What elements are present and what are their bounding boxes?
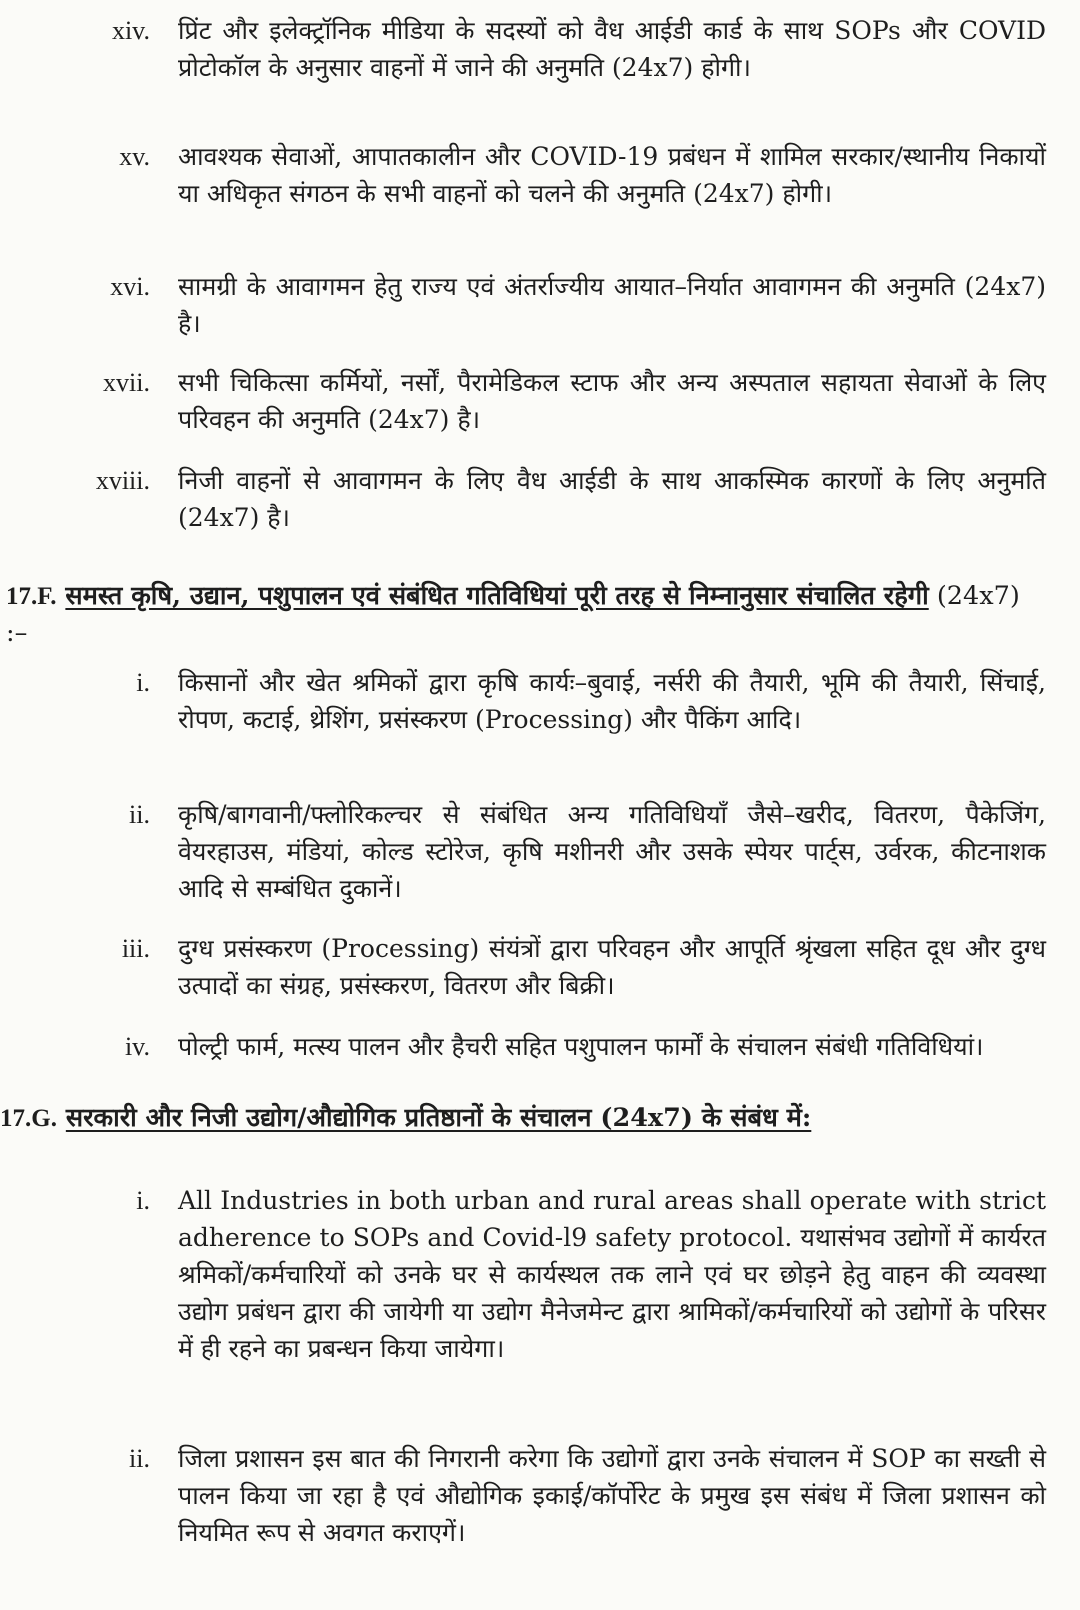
item-number: xvii. bbox=[103, 368, 150, 397]
item-text: सामग्री के आवागमन हेतु राज्य एवं अंतर्राज्यीय आयात–निर्यात आवागमन की अनुमति (24x7) है। bbox=[178, 272, 1046, 338]
item-text: जिला प्रशासन इस बात की निगरानी करेगा कि उद्योगों द्वारा उनके संचालन में SOP का सख्ती से पालन किया जा रहा है एवं औद्योगिक इकाई/कॉर्पोरेट के प्रमुख इस संबंध में जिला प्रशासन को नियमित रूप से अवगत कराएगें। bbox=[178, 1444, 1046, 1547]
item-text: किसानों और खेत श्रमिकों द्वारा कृषि कार्यः–बुवाई, नर्सरी की तैयारी, भूमि की तैयारी, सिंचाई, रोपण, कटाई, थ्रेशिंग, प्रसंस्करण (Processing) और पैकिंग आदि। bbox=[178, 668, 1046, 734]
item-number: iii. bbox=[121, 934, 150, 963]
section-f-suffix: (24x7) :– bbox=[6, 581, 1020, 648]
item-number: xviii. bbox=[95, 466, 150, 495]
section-g-heading bbox=[0, 1100, 1040, 1137]
item-number: xv. bbox=[119, 142, 150, 171]
item-number: iv. bbox=[124, 1032, 150, 1061]
item-text: आवश्यक सेवाओं, आपातकालीन और COVID-19 प्रबंधन में शामिल सरकार/स्थानीय निकायों या अधिकृत संगठन के सभी वाहनों को चलने की अनुमति (24x7) होगी। bbox=[178, 142, 1046, 208]
item-text: All Industries in both urban and rural areas shall operate with strict adherence to SOPs and Covid-l9 safety protocol. यथासंभव उद्योगों में कार्यरत श्रमिकों/कर्मचारियों को उनके घर से कार्यस्थल तक लाने एवं घर छोड़ने हेतु वाहन की व्यवस्था उद्योग प्रबंधन द्वारा की जायेगी या उद्योग मैनेजमेन्ट द्वारा श्रामिकों/कर्मचारियों को उद्योगों के परिसर में ही रहने का प्रबन्धन किया जायेगा। bbox=[178, 1186, 1046, 1363]
item-number: i. bbox=[136, 1186, 150, 1215]
item-number: xvi. bbox=[110, 272, 150, 301]
item-text: दुग्ध प्रसंस्करण (Processing) संयंत्रों द्वारा परिवहन और आपूर्ति श्रृंखला सहित दूध और दुग्ध उत्पादों का संग्रह, प्रसंस्करण, वितरण और बिक्री। bbox=[178, 934, 1046, 1000]
section-f-number: 17.F. bbox=[6, 583, 57, 610]
section-f-title: समस्त कृषि, उद्यान, पशुपालन एवं संबंधित गतिविधियां पूरी तरह से निम्नानुसार संचालित रहेगी bbox=[65, 581, 929, 611]
item-number: xiv. bbox=[111, 16, 150, 45]
section-g-title: सरकारी और निजी उद्योग/औद्योगिक प्रतिष्ठानों के संचालन (24x7) के संबंध में: bbox=[65, 1103, 812, 1133]
item-number: ii. bbox=[129, 1444, 150, 1473]
item-text: सभी चिकित्सा कर्मियों, नर्सों, पैरामेडिकल स्टाफ और अन्य अस्पताल सहायता सेवाओं के लिए परिवहन की अनुमति (24x7) है। bbox=[178, 368, 1046, 434]
section-f-heading bbox=[6, 578, 1046, 652]
item-text: निजी वाहनों से आवागमन के लिए वैध आईडी के साथ आकस्मिक कारणों के लिए अनुमति (24x7) है। bbox=[178, 466, 1046, 532]
section-g-number: 17.G. bbox=[0, 1105, 57, 1132]
item-text: प्रिंट और इलेक्ट्रॉनिक मीडिया के सदस्यों को वैध आईडी कार्ड के साथ SOPs और COVID प्रोटोकॉल के अनुसार वाहनों में जाने की अनुमति (24x7) होगी। bbox=[178, 16, 1046, 82]
item-text: कृषि/बागवानी/फ्लोरिकल्चर से संबंधित अन्य गतिविधियाँ जैसे–खरीद, वितरण, पैकेजिंग, वेयरहाउस, मंडियां, कोल्ड स्टोरेज, कृषि मशीनरी और उसके स्पेयर पार्ट्स, उर्वरक, कीटनाशक आदि से सम्बंधित दुकानें। bbox=[178, 800, 1046, 903]
item-number: ii. bbox=[129, 800, 150, 829]
item-number: i. bbox=[136, 668, 150, 697]
item-text: पोल्ट्री फार्म, मत्स्य पालन और हैचरी सहित पशुपालन फार्मों के संचालन संबंधी गतिविधियां। bbox=[178, 1032, 984, 1061]
